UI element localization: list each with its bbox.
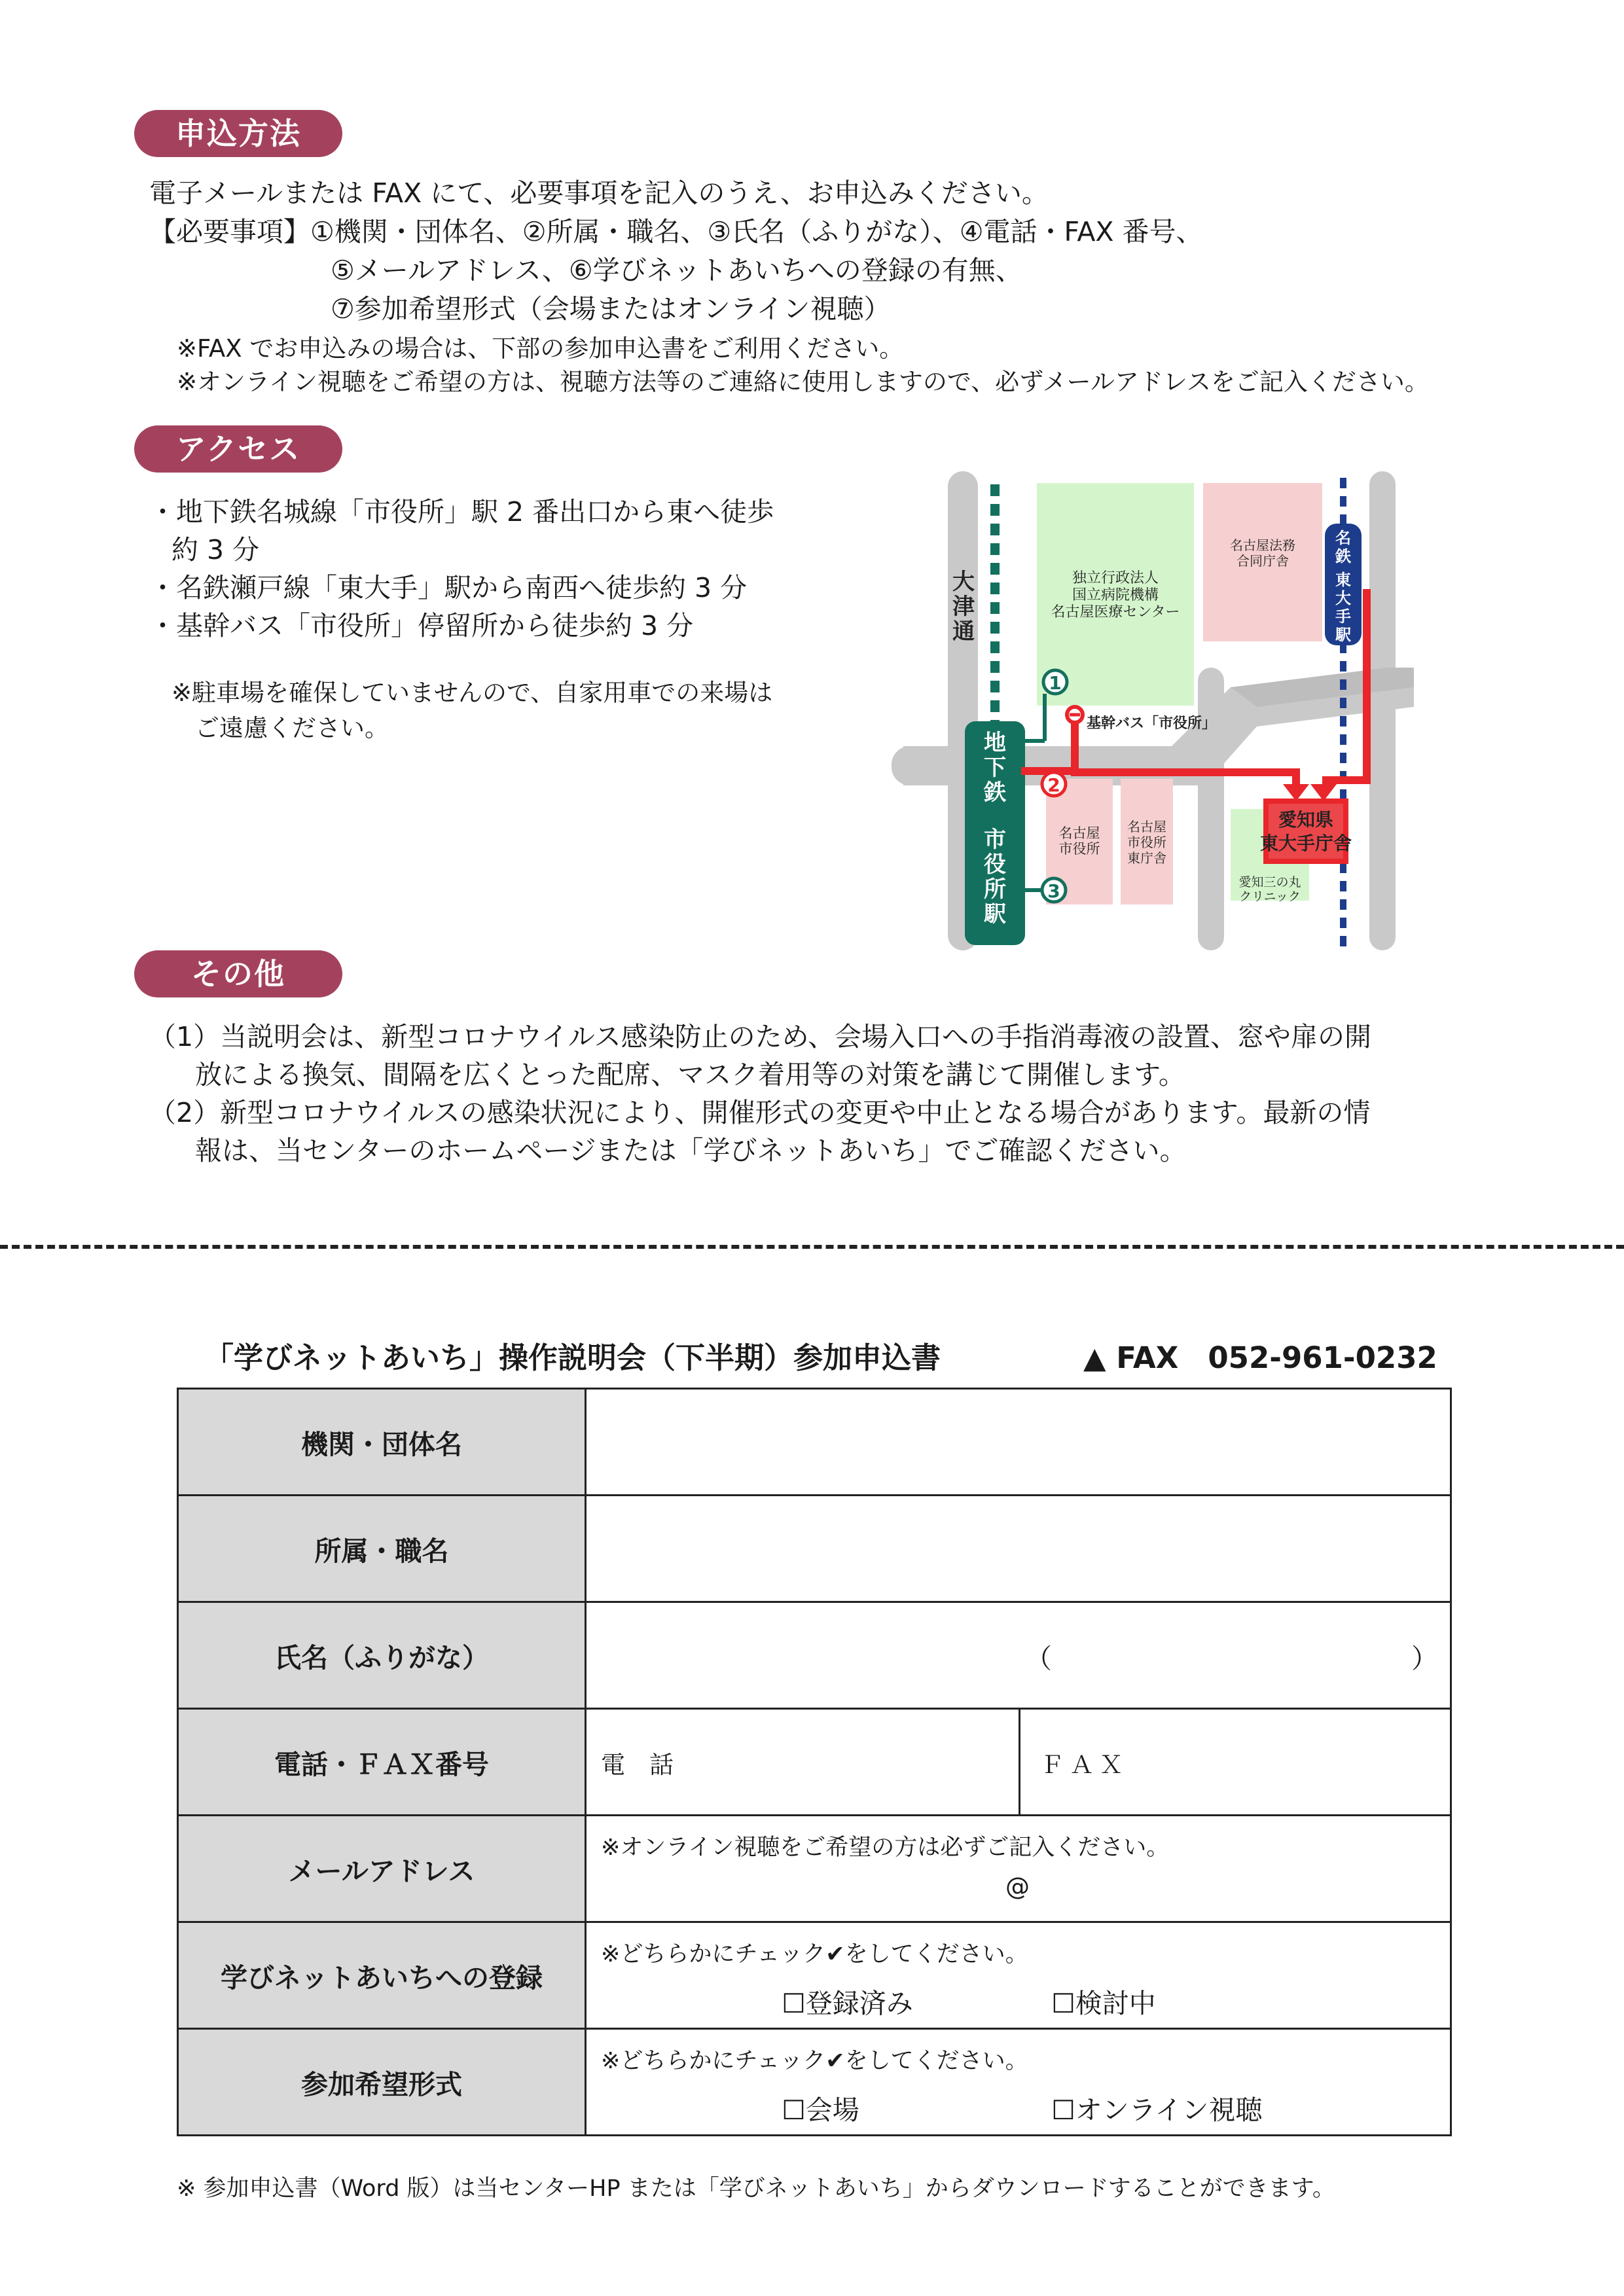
form-fax-label: ＦＡＸ (1040, 1751, 1128, 1779)
access-note-1: ※駐車場を確保していませんので、自家用車での来場は (171, 679, 773, 707)
form-row-register (178, 1922, 1451, 2029)
form-input-fax[interactable] (1020, 1710, 1450, 1814)
svg-text:名古屋医療センター: 名古屋医療センター (1051, 604, 1180, 620)
form-row-email (178, 1816, 1451, 1922)
map-label-bus-stop: 基幹バス「市役所」 (1087, 715, 1217, 732)
format-note: ※どちらかにチェック✔をしてください。 (601, 2048, 1028, 2074)
register-option-registered[interactable]: ☐登録済み (782, 1988, 913, 2019)
svg-text:鉄: 鉄 (984, 780, 1006, 806)
svg-text:下: 下 (984, 755, 1006, 781)
other-line-2: 放による換気、間隔を広くとった配席、マスク着用等の対策を講じて開催します。 (195, 1059, 1185, 1090)
name-paren-open: （ (1025, 1643, 1052, 1674)
svg-text:国立病院機構: 国立病院機構 (1072, 587, 1159, 603)
map-exit2-label: 2 (1047, 774, 1060, 796)
form-label-org: 機関・団体名 (178, 1389, 586, 1496)
form-label-phone: 電話・ＦＡＸ番号 (178, 1709, 586, 1816)
form-title: 「学びネットあいち」操作説明会（下半期）参加申込書 (204, 1340, 941, 1375)
svg-text:大: 大 (1335, 589, 1351, 607)
form-row-name (178, 1602, 1451, 1709)
other-line-4: 報は、当センターのホームページまたは「学びネットあいち」でご確認ください。 (195, 1135, 1187, 1166)
map-road-west-cap (892, 746, 931, 785)
section-heading-access: アクセス (134, 425, 342, 473)
form-footnote: ※ 参加申込書（Word 版）は当センターHP または「学びネットあいち」からダウンロードすることができます。 (177, 2176, 1335, 2202)
access-line-2: 約 3 分 (171, 534, 260, 565)
svg-text:独立行政法人: 独立行政法人 (1072, 570, 1159, 586)
other-line-1: （1）当説明会は、新型コロナウイルス感染防止のため、会場入口への手指消毒液の設置、窓や扉の開 (149, 1021, 1371, 1052)
form-input-org[interactable] (586, 1389, 1451, 1496)
svg-text:津: 津 (952, 594, 975, 620)
map-label-city-hall-east (1127, 819, 1166, 866)
email-note: ※オンライン視聴をご希望の方は必ずご記入ください。 (601, 1835, 1170, 1861)
form-row-dept (178, 1496, 1451, 1602)
form-row-org (178, 1389, 1451, 1496)
register-note: ※どちらかにチェック✔をしてください。 (601, 1941, 1028, 1967)
svg-text:クリニック: クリニック (1239, 889, 1301, 904)
svg-text:市役所: 市役所 (1058, 841, 1100, 857)
access-map (890, 471, 1414, 952)
svg-text:市役所: 市役所 (1127, 834, 1166, 850)
map-label-clinic (1238, 875, 1301, 904)
access-line-4: ・基幹バス「市役所」停留所から徒歩約 3 分 (149, 610, 694, 641)
svg-text:東大手庁舎: 東大手庁舎 (1259, 833, 1352, 854)
svg-text:名古屋法務: 名古屋法務 (1230, 537, 1295, 553)
apply-line-1: 電子メールまたは FAX にて、必要事項を記入のうえ、お申込みください。 (149, 177, 1049, 209)
form-input-dept[interactable] (586, 1496, 1451, 1602)
form-label-format: 参加希望形式 (178, 2029, 586, 2136)
form-input-name[interactable] (586, 1602, 1451, 1709)
form-input-email[interactable] (586, 1816, 1451, 1922)
svg-text:合同庁舎: 合同庁舎 (1236, 553, 1289, 569)
register-option-considering[interactable]: ☐検討中 (1051, 1988, 1156, 2019)
svg-text:愛知三の丸: 愛知三の丸 (1238, 875, 1301, 889)
access-note-2: ご遠慮ください。 (195, 714, 389, 742)
access-line-3: ・名鉄瀬戸線「東大手」駅から南西へ徒歩約 3 分 (149, 572, 748, 603)
svg-text:東庁舎: 東庁舎 (1127, 850, 1166, 866)
svg-text:駅: 駅 (1335, 626, 1351, 644)
form-fax-number: ▲ FAX 052-961-0232 (1083, 1340, 1437, 1375)
section-heading-apply: 申込方法 (134, 110, 342, 157)
map-label-legal (1230, 537, 1295, 569)
form-tel-label: 電 話 (601, 1751, 674, 1779)
form-row-phone (178, 1709, 1451, 1816)
svg-text:愛知県: 愛知県 (1278, 809, 1334, 831)
svg-text:地: 地 (984, 730, 1006, 756)
other-line-3: （2）新型コロナウイルスの感染状況により、開催形式の変更や中止となる場合があります。最新の情 (149, 1097, 1371, 1128)
apply-line-3: ⑤メールアドレス、⑥学びネットあいちへの登録の有無、 (331, 255, 1022, 286)
map-label-otsu (952, 569, 975, 645)
email-at-sign: @ (1005, 1873, 1030, 1901)
map-label-meitetsu-station (1335, 529, 1352, 644)
svg-text:名古屋: 名古屋 (1058, 825, 1100, 841)
form-label-name: 氏名（ふりがな） (178, 1602, 586, 1709)
section-heading-other: その他 (134, 950, 342, 997)
svg-text:東: 東 (1335, 571, 1351, 589)
apply-note-1: ※FAX でお申込みの場合は、下部の参加申込書をご利用ください。 (177, 334, 904, 363)
map-label-city-hall (1059, 825, 1100, 857)
apply-line-4: ⑦参加希望形式（会場またはオンライン視聴） (331, 293, 891, 325)
format-option-venue[interactable]: ☐会場 (782, 2094, 859, 2126)
form-label-dept: 所属・職名 (178, 1496, 586, 1602)
svg-text:手: 手 (1335, 607, 1351, 626)
access-line-1: ・地下鉄名城線「市役所」駅 2 番出口から東へ徒歩 (149, 496, 774, 528)
form-label-register: 学びネットあいちへの登録 (178, 1922, 586, 2029)
svg-text:名古屋: 名古屋 (1127, 819, 1166, 834)
form-input-tel[interactable] (586, 1710, 1020, 1814)
svg-text:大: 大 (952, 569, 975, 595)
form-register-cell (586, 1922, 1451, 2029)
svg-text:市: 市 (984, 827, 1006, 853)
svg-text:所: 所 (984, 876, 1006, 903)
svg-text:通: 通 (952, 619, 975, 645)
format-option-online[interactable]: ☐オンライン視聴 (1051, 2094, 1263, 2126)
map-exit1-label: 1 (1049, 672, 1062, 694)
application-form (177, 1388, 1452, 2136)
svg-text:役: 役 (984, 852, 1006, 878)
form-label-email: メールアドレス (178, 1816, 586, 1922)
map-label-subway-station (983, 730, 1006, 927)
apply-note-2: ※オンライン視聴をご希望の方は、視聴方法等のご連絡に使用しますので、必ずメールアドレスをご記入ください。 (177, 368, 1429, 396)
form-format-cell (586, 2029, 1451, 2136)
svg-text:鉄: 鉄 (1335, 547, 1351, 565)
apply-line-2: 【必要事項】①機関・団体名、②所属・職名、③氏名（ふりがな）、④電話・FAX 番号、 (149, 216, 1203, 247)
form-row-format (178, 2029, 1451, 2136)
svg-text:駅: 駅 (984, 901, 1006, 927)
map-exit3-label: 3 (1047, 880, 1060, 902)
name-paren-close: ） (1411, 1643, 1438, 1674)
form-phone-cells (586, 1709, 1451, 1816)
cut-line (0, 1245, 1624, 1249)
svg-text:名: 名 (1335, 529, 1351, 547)
